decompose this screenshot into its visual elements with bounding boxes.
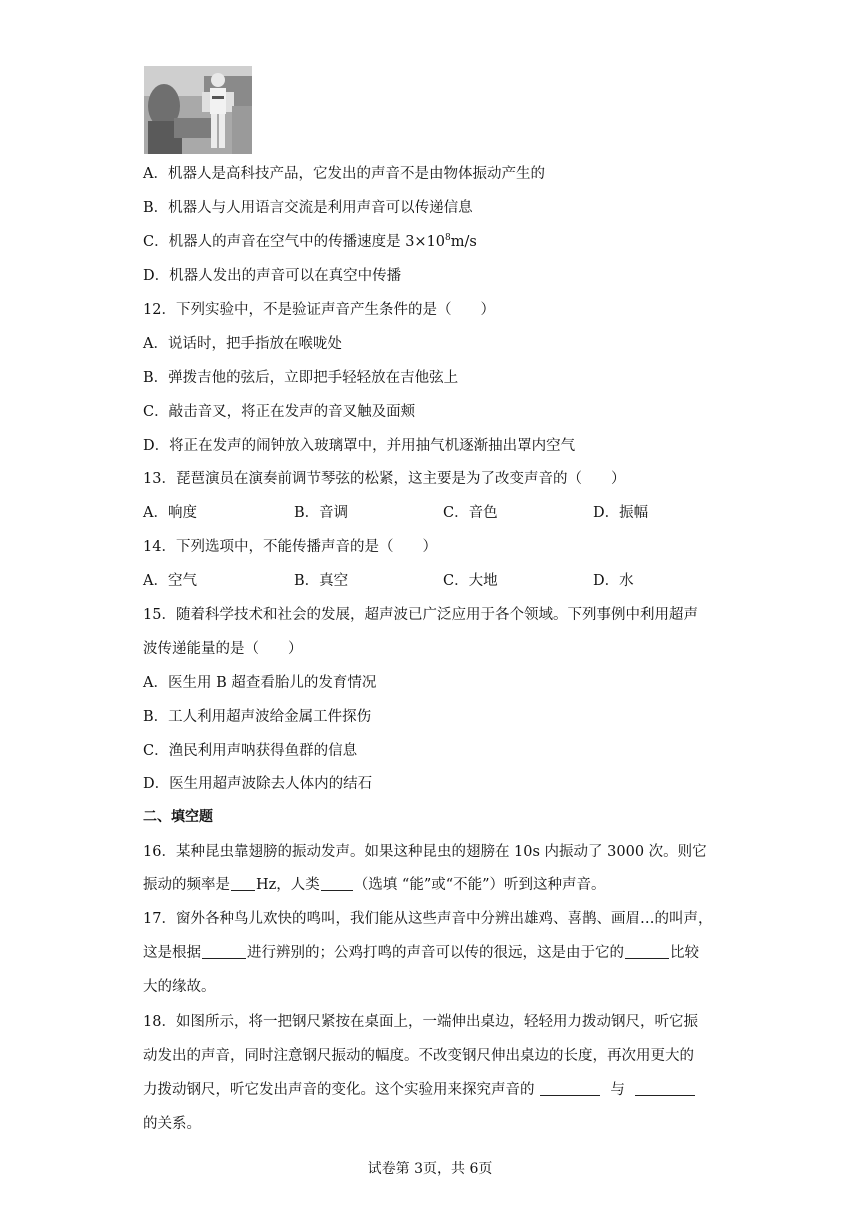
robot-image	[144, 66, 252, 154]
q11-option-a: A．机器人是高科技产品，它发出的声音不是由物体振动产生的	[143, 166, 545, 182]
q17-text-a: 这是根据	[143, 945, 201, 961]
q18-line1: 18．如图所示，将一把钢尺紧按在桌面上，一端伸出桌边，轻轻用力拨动钢尺，听它振	[143, 1014, 698, 1030]
q11-option-d: D．机器人发出的声音可以在真空中传播	[143, 268, 402, 284]
q11-option-b: B．机器人与人用语言交流是利用声音可以传递信息	[143, 200, 473, 216]
q16-text-c: （选填 “能”或“不能”）听到这种声音。	[353, 877, 606, 893]
q11-option-c-unit: m/s	[450, 234, 477, 250]
q18-blank-1[interactable]	[540, 1081, 600, 1096]
q18-text-a: 力拨动钢尺，听它发出声音的变化。这个实验用来探究声音的	[143, 1082, 535, 1098]
q18-line2: 动发出的声音，同时注意钢尺振动的幅度。不改变钢尺伸出桌边的长度，再次用更大的	[143, 1048, 694, 1064]
q14-option-c: C．大地	[443, 573, 498, 589]
q18-line3	[143, 1078, 696, 1099]
q16-line2	[143, 873, 606, 894]
q15-option-c: C．渔民利用声呐获得鱼群的信息	[143, 743, 358, 759]
q13-option-b: B．音调	[294, 505, 349, 521]
q12-option-a: A．说话时，把手指放在喉咙处	[143, 336, 342, 352]
q11-option-c-text: C．机器人的声音在空气中的传播速度是 3×10	[143, 234, 446, 250]
q17-line2	[143, 941, 699, 962]
q14-stem: 14．下列选项中，不能传播声音的是（ ）	[143, 539, 437, 555]
q12-option-d: D．将正在发声的闹钟放入玻璃罩中，并用抽气机逐渐抽出罩内空气	[143, 438, 576, 454]
q15-stem-line2: 波传递能量的是（ ）	[143, 641, 303, 657]
q14-option-b: B．真空	[294, 573, 349, 589]
q12-option-c: C．敲击音叉，将正在发声的音叉触及面颊	[143, 404, 416, 420]
q17-text-b: 进行辨别的；公鸡打鸣的声音可以传的很远，这是由于它的	[247, 945, 624, 961]
q16-line1: 16．某种昆虫靠翅膀的振动发声。如果这种昆虫的翅膀在 10s 内振动了 3000 次。则它	[143, 844, 707, 860]
q16-blank-1[interactable]	[231, 876, 255, 891]
robot-photo	[144, 66, 252, 154]
q17-blank-1[interactable]	[202, 944, 246, 959]
q18-text-b: 与	[610, 1082, 625, 1098]
q14-option-a: A．空气	[143, 573, 197, 589]
q16-text-b: Hz，人类	[256, 877, 320, 893]
q17-text-c: 比较	[670, 945, 699, 961]
q14-option-d: D．水	[593, 573, 634, 589]
q15-stem-line1: 15．随着科学技术和社会的发展，超声波已广泛应用于各个领域。下列事例中利用超声	[143, 607, 698, 623]
q11-option-c	[143, 230, 477, 251]
q18-line4: 的关系。	[143, 1116, 201, 1132]
q17-line1: 17．窗外各种鸟儿欢快的鸣叫，我们能从这些声音中分辨出雄鸡、喜鹊、画眉…的叫声，	[143, 911, 713, 927]
q12-stem: 12．下列实验中，不是验证声音产生条件的是（ ）	[143, 302, 495, 318]
q12-option-b: B．弹拨吉他的弦后，立即把手轻轻放在吉他弦上	[143, 370, 459, 386]
q15-option-a: A．医生用 B 超查看胎儿的发育情况	[143, 675, 377, 691]
section-title: 二、填空题	[143, 809, 213, 825]
q13-stem: 13．琵琶演员在演奏前调节琴弦的松紧，这主要是为了改变声音的（ ）	[143, 471, 626, 487]
q15-option-b: B．工人利用超声波给金属工件探伤	[143, 709, 372, 725]
q17-line3: 大的缘故。	[143, 979, 216, 995]
q16-text-a: 振动的频率是	[143, 877, 230, 893]
q16-blank-2[interactable]	[321, 876, 353, 891]
page-footer: 试卷第 3页，共 6页	[367, 1161, 493, 1177]
q17-blank-2[interactable]	[625, 944, 669, 959]
q13-option-c: C．音色	[443, 505, 498, 521]
q15-option-d: D．医生用超声波除去人体内的结石	[143, 776, 373, 792]
q18-blank-2[interactable]	[635, 1081, 695, 1096]
q13-option-d: D．振幅	[593, 505, 649, 521]
q13-option-a: A．响度	[143, 505, 197, 521]
q11-option-c-exponent: 8	[445, 233, 451, 244]
